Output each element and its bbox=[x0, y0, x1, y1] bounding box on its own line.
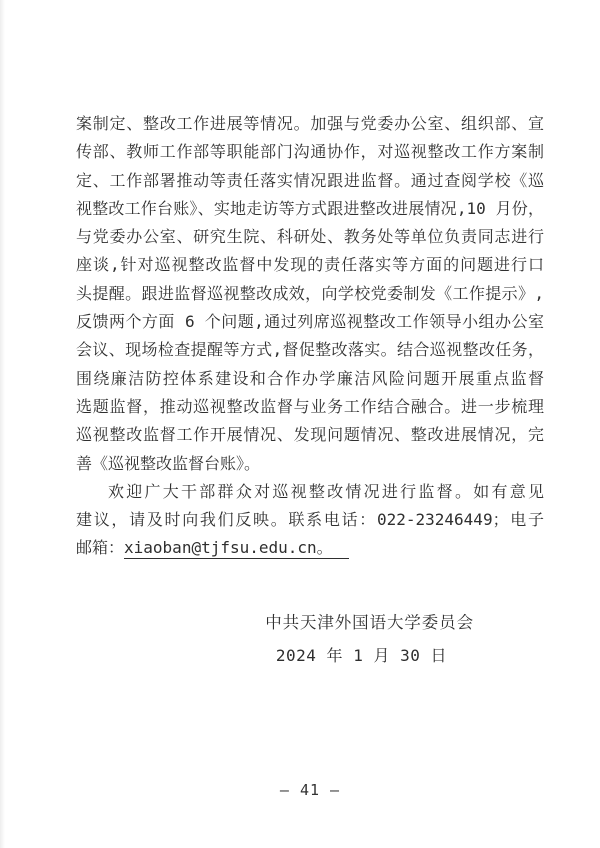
contact-email: xiaoban@tjfsu.edu.cn。 bbox=[124, 538, 349, 559]
body-line: 与党委办公室、研究生院、科研处、教务处等单位负责同志进行 bbox=[76, 227, 544, 247]
body-line: 围绕廉洁防控体系建设和合作办学廉洁风险问题开展重点监督 bbox=[76, 368, 544, 388]
closing-paragraph bbox=[76, 478, 544, 563]
signature-block bbox=[76, 609, 544, 671]
scan-edge-shadow bbox=[0, 0, 5, 848]
main-paragraph bbox=[76, 110, 544, 478]
body-line: 会议、现场检查提醒等方式,督促整改落实。结合巡视整改任务， bbox=[76, 340, 544, 360]
body-line: 选题监督，推动巡视整改监督与业务工作结合融合。进一步梳理 bbox=[76, 396, 544, 416]
email-label: 邮箱： bbox=[76, 538, 125, 558]
body-line: 欢迎广大干部群众对巡视整改情况进行监督。如有意见 bbox=[108, 481, 544, 501]
body-line: 案制定、整改工作进展等情况。加强与党委办公室、组织部、宣 bbox=[76, 114, 544, 133]
body-line: 座谈,针对巡视整改监督中发现的责任落实等方面的问题进行口 bbox=[76, 255, 544, 275]
body-line: 头提醒。跟进监督巡视整改成效，向学校党委制发《工作提示》, bbox=[76, 283, 544, 303]
signature: 中共天津外国语大学委员会 bbox=[265, 612, 474, 632]
body-line: 传部、教师工作部等职能部门沟通协作，对巡视整改工作方案制 bbox=[76, 142, 544, 162]
page-number: — 41 — bbox=[279, 781, 341, 799]
body-line: 视整改工作台账》、实地走访等方式跟进整改进展情况,10 月份， bbox=[76, 198, 544, 218]
body-line: 反馈两个方面 6 个问题,通过列席巡视整改工作领导小组办公室 bbox=[76, 312, 544, 332]
body-line: 建议，请及时向我们反映。联系电话：022-23246449；电子 bbox=[76, 510, 544, 530]
contact-email-line bbox=[76, 534, 544, 562]
body-line: 善《巡视整改监督台账》。 bbox=[76, 453, 261, 473]
body-line: 定、工作部署推动等责任落实情况跟进监督。通过查阅学校《巡 bbox=[76, 170, 544, 190]
document-body bbox=[76, 110, 544, 670]
date-line: 2024 年 1 月 30 日 bbox=[275, 646, 447, 666]
body-line: 巡视整改监督工作开展情况、发现问题情况、整改进展情况，完 bbox=[76, 425, 544, 445]
